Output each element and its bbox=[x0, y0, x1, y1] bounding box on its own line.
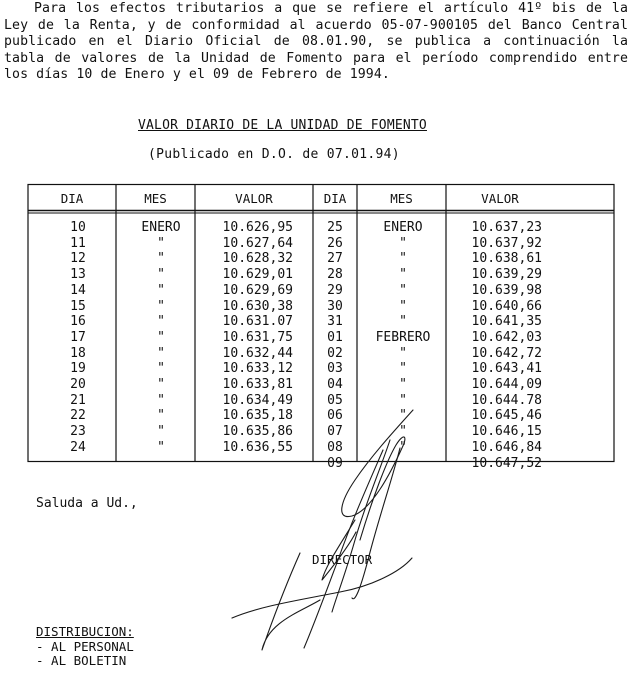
right-valor-column bbox=[454, 220, 542, 471]
table-cell: 16 bbox=[70, 314, 86, 330]
table-cell: 10.646,84 bbox=[471, 439, 542, 455]
table-cell: 10.631.07 bbox=[222, 314, 293, 330]
table-cell: 10.639,98 bbox=[471, 282, 542, 298]
table-cell: 10.633,12 bbox=[222, 361, 293, 377]
header-valor-right: VALOR bbox=[481, 191, 519, 206]
table-cell: 10.631,75 bbox=[222, 329, 293, 345]
table-cell: 10.630,38 bbox=[222, 298, 293, 314]
table-cell: 24 bbox=[70, 439, 86, 455]
table-cell: 10.636,55 bbox=[222, 439, 293, 455]
table-cell: " bbox=[157, 251, 165, 267]
table-cell: 19 bbox=[70, 361, 86, 377]
table-title: VALOR DIARIO DE LA UNIDAD DE FOMENTO bbox=[138, 118, 427, 133]
table-cell: " bbox=[157, 314, 165, 330]
table-cell: 23 bbox=[70, 424, 86, 440]
table-cell: " bbox=[399, 267, 407, 283]
right-dia-column bbox=[320, 220, 350, 471]
table-cell: 10.638,61 bbox=[471, 251, 542, 267]
table-cell: " bbox=[157, 392, 165, 408]
table-cell: 13 bbox=[70, 267, 86, 283]
table-cell: " bbox=[157, 298, 165, 314]
table-cell: ENERO bbox=[383, 220, 423, 235]
header-valor-left: VALOR bbox=[235, 191, 273, 206]
table-cell: 10 bbox=[70, 220, 86, 235]
table-cell: 29 bbox=[327, 282, 343, 298]
distribution-list bbox=[36, 625, 134, 669]
table-cell: " bbox=[399, 424, 407, 440]
table-cell: " bbox=[157, 424, 165, 440]
table-cell: 12 bbox=[70, 251, 86, 267]
table-cell: " bbox=[399, 377, 407, 393]
table-cell: 10.633,81 bbox=[222, 377, 293, 393]
table-cell: 03 bbox=[327, 361, 343, 377]
table-cell: 10.645,46 bbox=[471, 408, 542, 424]
left-valor-column bbox=[205, 220, 293, 456]
table-cell: 04 bbox=[327, 377, 343, 393]
table-cell: 18 bbox=[70, 345, 86, 361]
table-cell: 10.646,15 bbox=[471, 424, 542, 440]
table-cell: 02 bbox=[327, 345, 343, 361]
table-cell: 09 bbox=[327, 455, 343, 471]
distribution-heading: DISTRIBUCION: bbox=[36, 624, 134, 639]
table-cell: 15 bbox=[70, 298, 86, 314]
table-cell: 07 bbox=[327, 424, 343, 440]
table-cell: " bbox=[157, 282, 165, 298]
table-cell: 10.642,03 bbox=[471, 329, 542, 345]
table-cell: 10.640,66 bbox=[471, 298, 542, 314]
table-cell: " bbox=[157, 267, 165, 283]
table-cell: 10.634,49 bbox=[222, 392, 293, 408]
table-cell: 17 bbox=[70, 329, 86, 345]
table-cell: 21 bbox=[70, 392, 86, 408]
table-cell: " bbox=[399, 439, 407, 455]
table-cell: " bbox=[399, 408, 407, 424]
table-cell: " bbox=[157, 345, 165, 361]
table-cell: " bbox=[399, 392, 407, 408]
table-cell: 10.626,95 bbox=[222, 220, 293, 235]
table-cell: 10.629,69 bbox=[222, 282, 293, 298]
table-cell: 10.642,72 bbox=[471, 345, 542, 361]
table-cell: 22 bbox=[70, 408, 86, 424]
right-mes-column bbox=[366, 220, 440, 456]
table-cell: " bbox=[399, 251, 407, 267]
table-cell: " bbox=[157, 235, 165, 251]
table-cell: 26 bbox=[327, 235, 343, 251]
table-cell: " bbox=[399, 298, 407, 314]
table-cell: 11 bbox=[70, 235, 86, 251]
table-cell: 10.647,52 bbox=[471, 455, 542, 471]
table-cell: 14 bbox=[70, 282, 86, 298]
header-dia-right: DIA bbox=[323, 191, 347, 206]
table-cell: 10.629,01 bbox=[222, 267, 293, 283]
distribution-item: - AL BOLETIN bbox=[36, 653, 127, 668]
table-cell: 10.628,32 bbox=[222, 251, 293, 267]
table-cell: " bbox=[399, 282, 407, 298]
table-cell: ENERO bbox=[141, 220, 181, 235]
table-cell: 10.637,23 bbox=[471, 220, 542, 235]
table-cell: 20 bbox=[70, 377, 86, 393]
header-dia-left: DIA bbox=[60, 191, 84, 206]
table-cell: " bbox=[157, 361, 165, 377]
table-subtitle: (Publicado en D.O. de 07.01.94) bbox=[148, 147, 400, 162]
table-cell: 10.639,29 bbox=[471, 267, 542, 283]
table-cell: FEBRERO bbox=[375, 329, 431, 345]
table-cell: 10.635,86 bbox=[222, 424, 293, 440]
signature-title: DIRECTOR bbox=[312, 552, 373, 567]
table-cell: " bbox=[157, 377, 165, 393]
table-cell: 06 bbox=[327, 408, 343, 424]
table-cell: 10.641,35 bbox=[471, 314, 542, 330]
table-cell: 10.643,41 bbox=[471, 361, 542, 377]
table-cell: 10.644,09 bbox=[471, 377, 542, 393]
table-cell: " bbox=[399, 345, 407, 361]
table-cell: 10.637,92 bbox=[471, 235, 542, 251]
distribution-item: - AL PERSONAL bbox=[36, 638, 134, 654]
table-cell: 25 bbox=[327, 220, 343, 235]
table-cell: " bbox=[399, 235, 407, 251]
left-dia-column bbox=[62, 220, 94, 456]
table-cell: 08 bbox=[327, 439, 343, 455]
header-mes-right: MES bbox=[390, 191, 413, 206]
table-cell: 30 bbox=[327, 298, 343, 314]
table-cell: 05 bbox=[327, 392, 343, 408]
table-cell: 01 bbox=[327, 329, 343, 345]
table-cell: " bbox=[399, 361, 407, 377]
closing-salutation: Saluda a Ud., bbox=[36, 496, 138, 511]
left-mes-column bbox=[132, 220, 190, 456]
table-cell: 10.632,44 bbox=[222, 345, 293, 361]
table-cell: 10.627,64 bbox=[222, 235, 293, 251]
table-cell: 10.635,18 bbox=[222, 408, 293, 424]
table-cell: " bbox=[157, 408, 165, 424]
table-cell: 28 bbox=[327, 267, 343, 283]
table-cell: " bbox=[399, 314, 407, 330]
header-mes-left: MES bbox=[144, 191, 167, 206]
table-cell: 27 bbox=[327, 251, 343, 267]
table-cell: 31 bbox=[327, 314, 343, 330]
table-cell: " bbox=[157, 439, 165, 455]
table-cell: " bbox=[157, 329, 165, 345]
intro-text: Para los efectos tributarios a que se refiere el artículo 41º bis de la Ley de la Renta, y de conformidad al acuerdo 05-07-900105 del Banco Central publicado en el Diario Oficial de 08.01.90, se publica a continuación la tabla de valores de la Unidad de Fomento para el período comprendido entre los días 10 de Enero y el 09 de Febrero de 1994. bbox=[4, 1, 628, 82]
table-cell: 10.644.78 bbox=[471, 392, 542, 408]
